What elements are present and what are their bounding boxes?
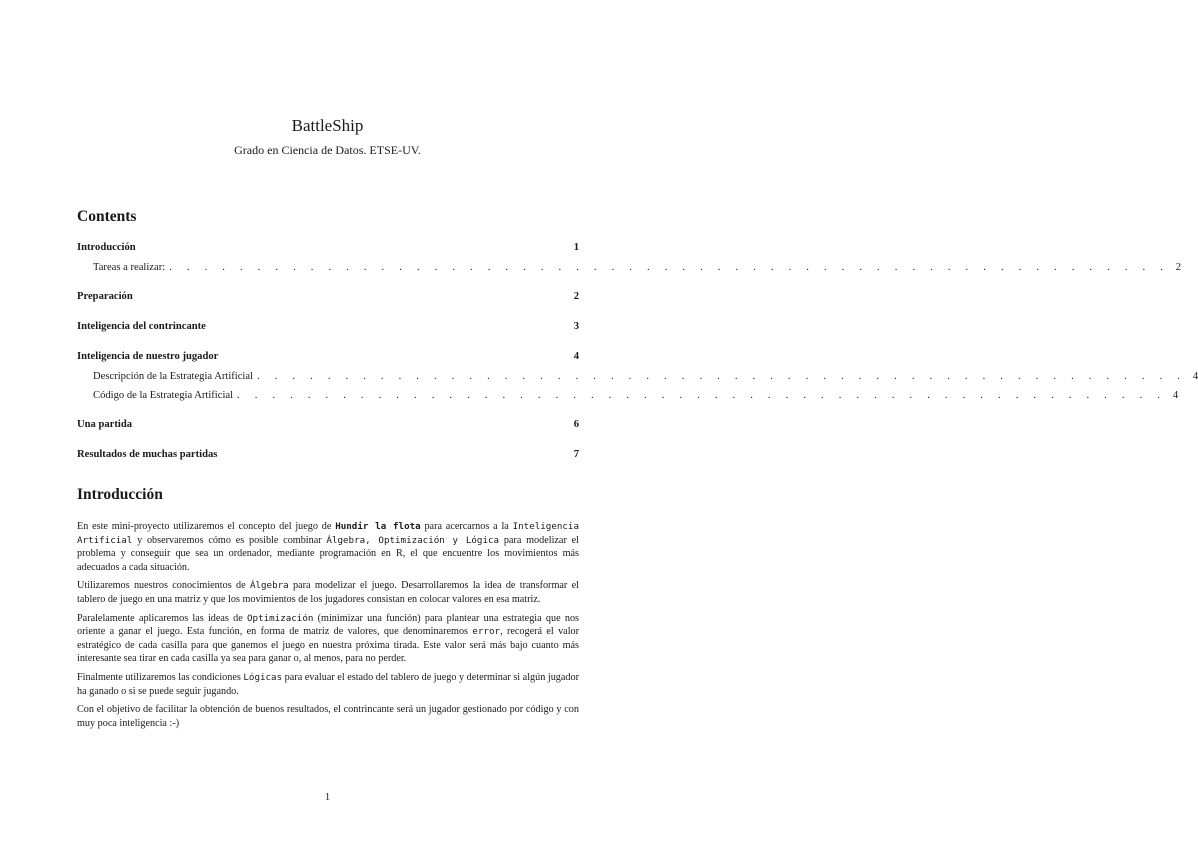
paragraph: Finalmente utilizaremos las condiciones Lógicas para evaluar el estado del tablero de juego y determinar si algún jugador ha ganado o si se puede seguir jugando. xyxy=(77,671,579,697)
toc-leader: . . . . . . . . . . . . . . . . . . . . . . . . . . . . . . . . . . . . . . . . . . . . . . . . . . . . . xyxy=(257,371,1187,382)
document-subtitle: Grado en Ciencia de Datos. ETSE-UV. xyxy=(234,143,421,157)
code-term: Optimización xyxy=(247,612,314,624)
document-title: BattleShip xyxy=(291,116,364,135)
code-term: Lógicas xyxy=(243,671,283,683)
toc-entry[interactable]: Preparación 2 xyxy=(77,291,579,302)
paragraph: Utilizaremos nuestros conocimientos de Álgebra para modelizar el juego. Desarrollaremos la idea de transformar el tablero de juego en una matriz y que los movimientos de los jugadores consistan en colocar valores en esa matriz. xyxy=(77,580,579,605)
toc-leader: . . . . . . . . . . . . . . . . . . . . . . . . . . . . . . . . . . . . . . . . . . . . . . . . . . . . . xyxy=(237,390,1167,401)
code-term: error xyxy=(472,626,501,638)
section-heading-introduccion: Introducción xyxy=(77,486,163,503)
toc-entry[interactable]: Descripción de la Estrategia Artificial . . . . . . . . . . . . . . . . . . . . . . . . . . . . . . . . . . . . . . . . . . . . . . . . . . . . . 4 xyxy=(93,371,1198,382)
toc-entry[interactable]: Resultados de muchas partidas 7 xyxy=(77,449,579,460)
introduction-body xyxy=(77,520,579,735)
contents-heading: Contents xyxy=(77,208,137,225)
toc-leader: . . . . . . . . . . . . . . . . . . . . . . . . . . . . . . . . . . . . . . . . . . . . . . . . . . . . . . . . . xyxy=(169,262,1170,273)
toc-entry[interactable]: Inteligencia del contrincante 3 xyxy=(77,321,579,332)
toc-entry[interactable]: Una partida 6 xyxy=(77,419,579,430)
toc-entry[interactable]: Introducción 1 xyxy=(77,242,579,253)
toc-entry[interactable]: Código de la Estrategia Artificial . . . . . . . . . . . . . . . . . . . . . . . . . . . . . . . . . . . . . . . . . . . . . . . . . . . . . 4 xyxy=(93,390,1179,401)
code-term: Inteligencia Artificial xyxy=(77,521,579,546)
paragraph: Con el objetivo de facilitar la obtención de buenos resultados, el contrincante será un jugador gestionado por código y con muy poca inteligencia :-) xyxy=(77,704,579,729)
paragraph: Paralelamente aplicaremos las ideas de Optimización (minimizar una función) para plantear una estrategia que nos oriente a ganar el juego. Esta función, en forma de matriz de valores, que denominaremos error, recogerá el valor estratégico de cada casilla para que ganemos el juego en nuestra próxima tirada. Este valor será más bajo cuanto más interesante sea tirar en cada casilla ya sea para ganar o, al menos, para no perder. xyxy=(77,612,580,665)
paragraph: En este mini-proyecto utilizaremos el concepto del juego de Hundir la flota para acercarnos a la Inteligencia Artificial y observaremos cómo es posible combinar Álgebra, Optimización y Lógica para modelizar el problema y conseguir que sea un ordenador, mediante programación en R, el que encuentre los movimientos más adecuados a cada situación. xyxy=(77,521,579,573)
page-number: 1 xyxy=(324,792,331,803)
toc-entry[interactable]: Inteligencia de nuestro jugador 4 xyxy=(77,351,579,362)
toc-entry[interactable]: Tareas a realizar: . . . . . . . . . . . . . . . . . . . . . . . . . . . . . . . . . . . . . . . . . . . . . . . . . . . . . . . . . 2 xyxy=(93,262,1182,273)
code-term: Hundir la flota xyxy=(335,521,421,532)
code-term: Álgebra xyxy=(249,580,289,592)
code-term: Álgebra, Optimización y Lógica xyxy=(326,534,500,546)
